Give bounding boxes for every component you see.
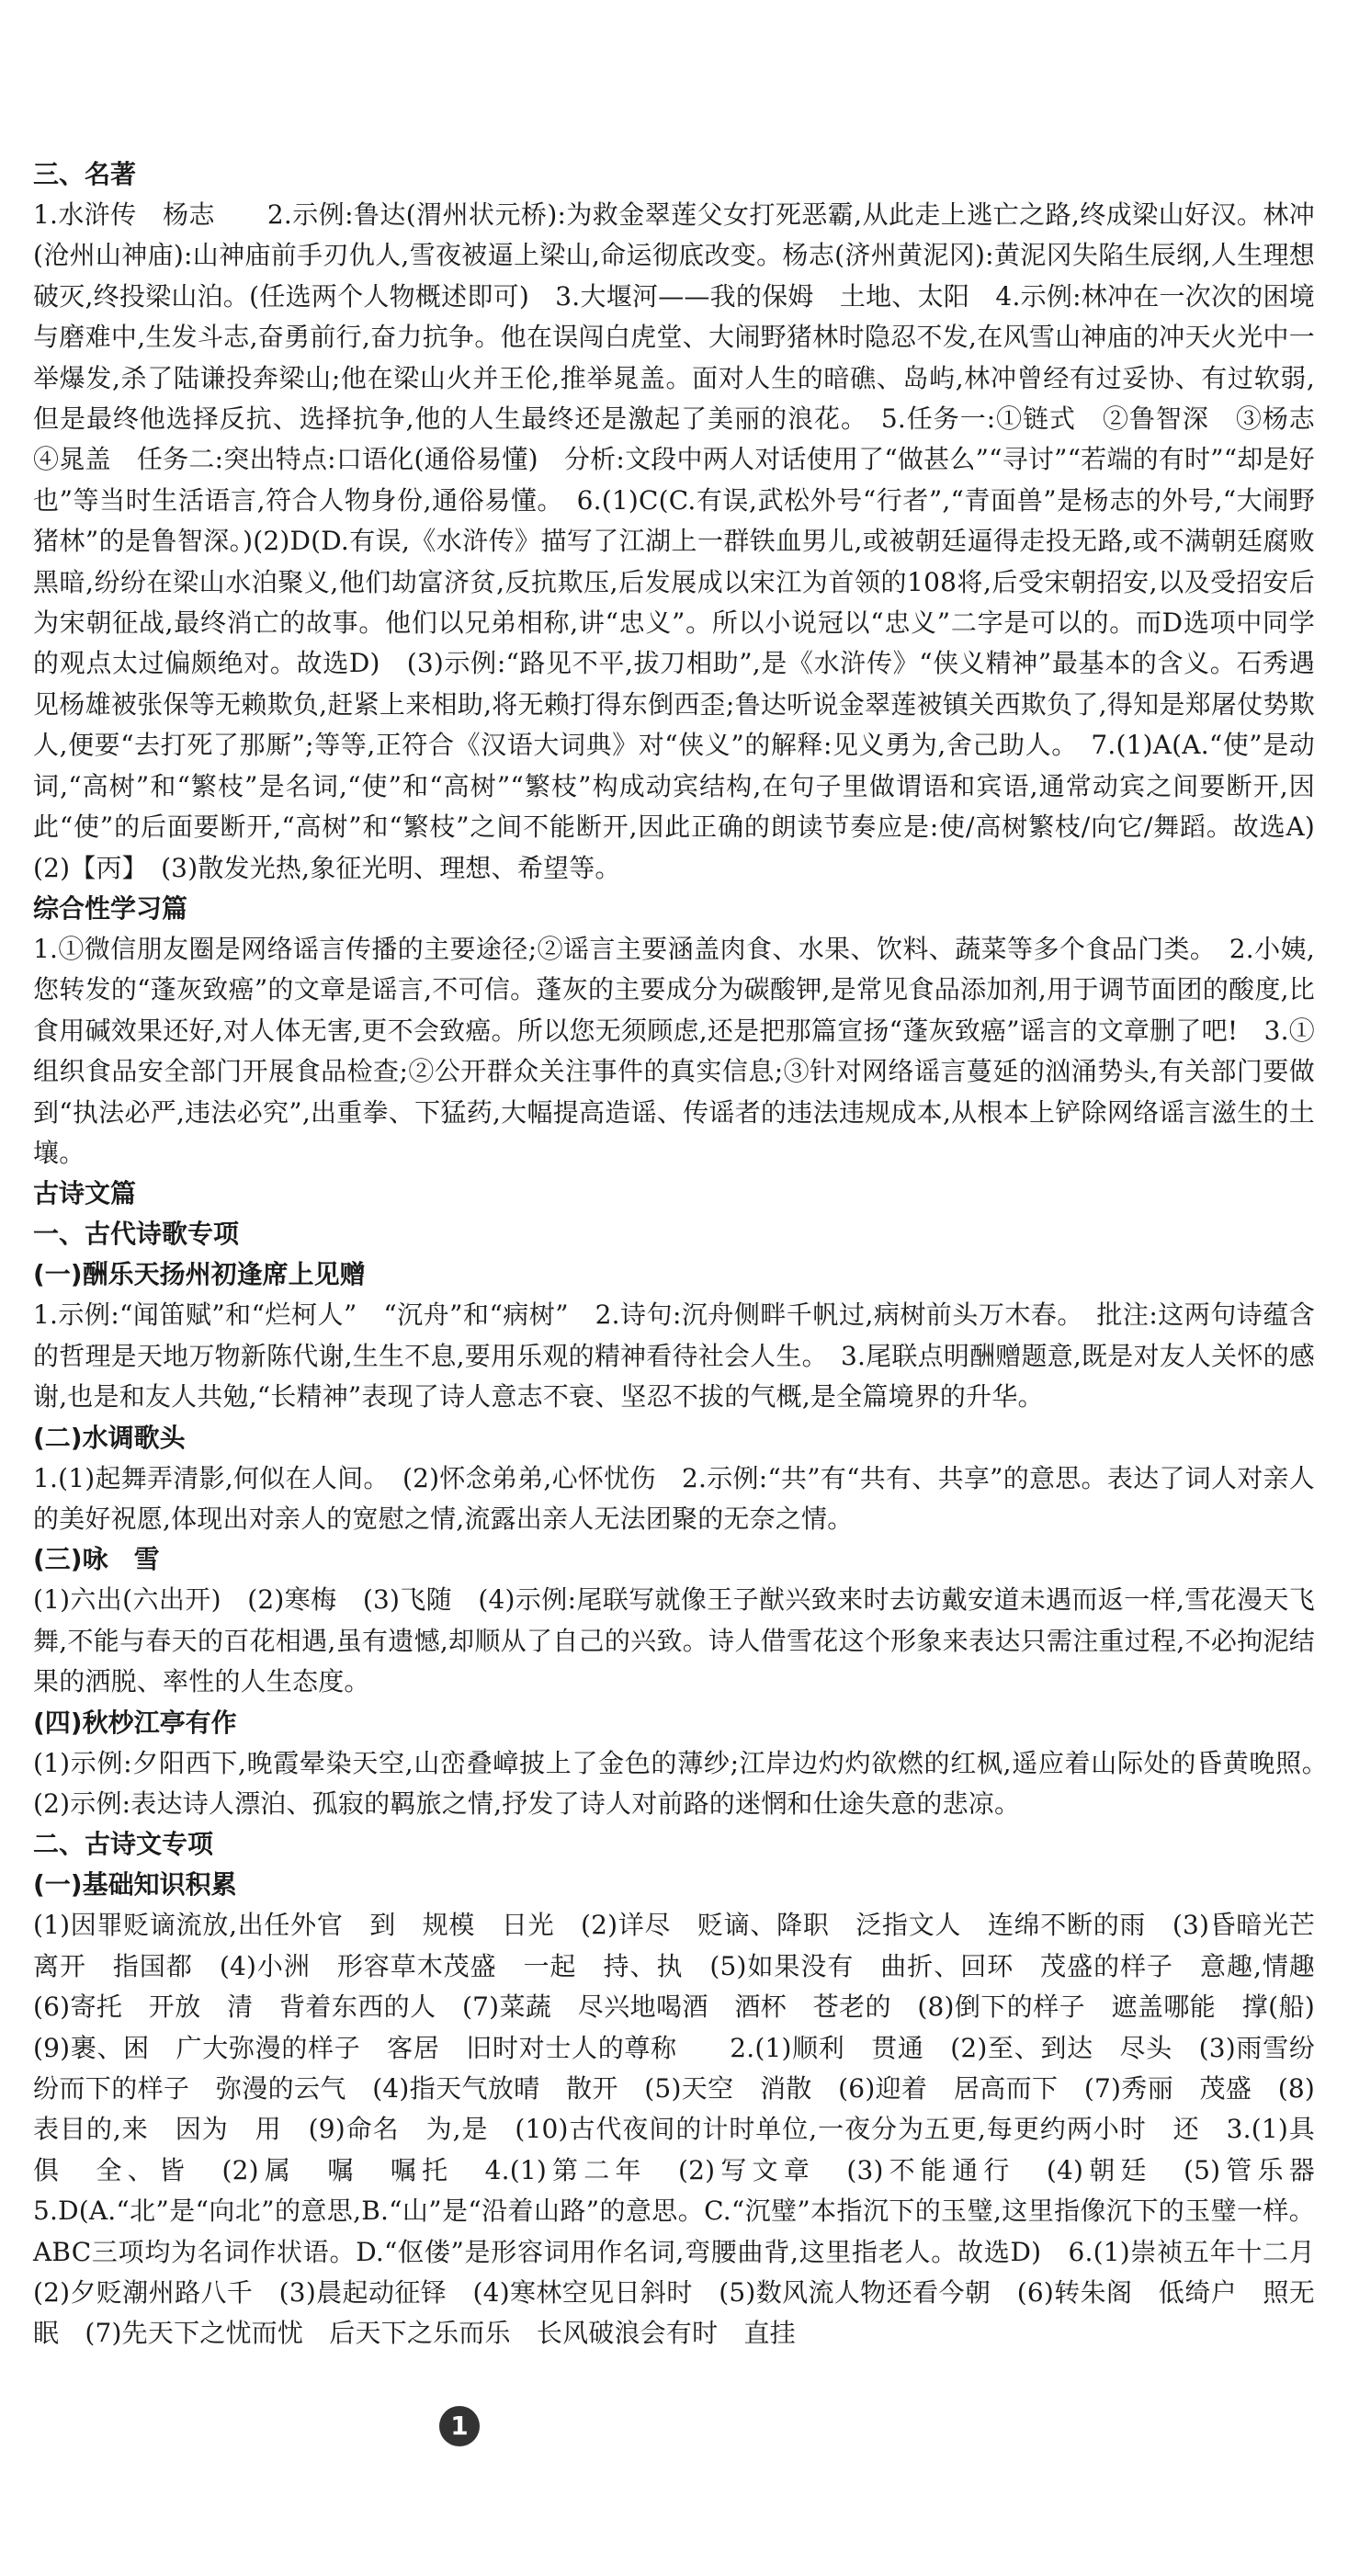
heading-mingzhu: 三、名著 [33,159,137,189]
paragraph-jichu: (1)因罪贬谪流放,出任外官 到 规模 日光 (2)详尽 贬谪、降职 泛指文人 连绵不断的雨 (3)昏暗光芒 离开 指国都 (4)小洲 形容草木茂盛 一起 持、执 (5)如果没有 曲折、回环 茂盛的样子 意趣,情趣 (6)寄托 开放 清 背着东西的人 (7)菜蔬 尽兴地喝酒 酒杯 苍老的 (8)倒下的样子 遮盖哪能 撑(船) (9)裹、困 广大弥漫的样子 客居 旧时对士人的尊称 2.(1)顺利 贯通 (2)至、到达 尽头 (3)雨雪纷纷而下的样子 弥漫的云气 (4)指天气放晴 散开 (5)天空 消散 (6)迎着 居高而下 (7)秀丽 茂盛 (8)表目的,来 因为 用 (9)命名 为,是 (10)古代夜间的计时单位,一夜分为五更,每更约两小时 还 3.(1)具 俱 全、皆 (2)属 嘱 嘱托 4.(1)第二年 (2)写文章 (3)不能通行 (4)朝廷 (5)管乐器 5.D(A.“北”是“向北”的意思,B.“山”是“沿着山路”的意思。C.“沉璧”本指沉下的玉璧,这里指像沉下的玉璧一样。ABC三项均为名词作状语。D.“伛偻”是形容词用作名词,弯腰曲背,这里指老人。故选D) 6.(1)崇祯五年十二月 (2)夕贬潮州路八千 (3)晨起动征铎 (4)寒林空见日斜时 (5)数风流人物还看今朝 (6)转朱阁 低绮户 照无眠 (7)先天下之忧而忧 后天下之乐而乐 长风破浪会有时 直挂 [33,1910,1342,2349]
page-number-badge: 1 [439,2406,480,2446]
heading-shige: 一、古代诗歌专项 [33,1219,240,1250]
heading-poem-3: (三)咏 雪 [33,1544,160,1575]
paragraph-poem-3: (1)六出(六出开) (2)寒梅 (3)飞随 (4)示例:尾联写就像王子猷兴致来时去访戴安道未遇而返一样,雪花漫天飞舞,不能与春天的百花相遇,虽有遗憾,却顺从了自己的兴致。诗人借雪花这个形象来表达只需注重过程,不必拘泥结果的洒脱、率性的人生态度。 [33,1584,1315,1697]
heading-guwen: 二、古诗文专项 [33,1829,214,1860]
paragraph-poem-1: 1.示例:“闻笛赋”和“烂柯人” “沉舟”和“病树” 2.诗句:沉舟侧畔千帆过,病树前头万木春。 批注:这两句诗蕴含的哲理是天地万物新陈代谢,生生不息,要用乐观的精神看待社会人生。 3.尾联点明酬赠题意,既是对友人关怀的感谢,也是和友人共勉,“长精神”表现了诗人意志不衰、坚忍不拔的气概,是全篇境界的升华。 [33,1299,1315,1413]
answer-page [33,154,1342,2355]
heading-jichu: (一)基础知识积累 [33,1869,237,1901]
paragraph-zonghe: 1.①微信朋友圈是网络谣言传播的主要途径;②谣言主要涵盖肉食、水果、饮料、蔬菜等多个食品门类。 2.小姨,您转发的“蓬灰致癌”的文章是谣言,不可信。蓬灰的主要成分为碳酸钾,是常见食品添加剂,用于调节面团的酸度,比食用碱效果还好,对人体无害,更不会致癌。所以您无须顾虑,还是把那篇宣扬“蓬灰致癌”谣言的文章删了吧! 3.①组织食品安全部门开展食品检查;②公开群众关注事件的真实信息;③针对网络谣言蔓延的汹涌势头,有关部门要做到“执法必严,违法必究”,出重拳、下猛药,大幅提高造谣、传谣者的违法违规成本,从根本上铲除网络谣言滋生的土壤。 [33,933,1315,1168]
paragraph-poem-4: (1)示例:夕阳西下,晚霞晕染天空,山峦叠嶂披上了金色的薄纱;江岸边灼灼欲燃的红枫,遥应着山际处的昏黄晚照。 (2)示例:表达诗人漂泊、孤寂的羁旅之情,抒发了诗人对前路的迷惘和仕途失意的悲凉。 [33,1747,1342,1819]
heading-gushiwen: 古诗文篇 [33,1178,137,1209]
heading-poem-4: (四)秋杪江亭有作 [33,1707,237,1738]
paragraph-mingzhu: 1.水浒传 杨志 2.示例:鲁达(渭州状元桥):为救金翠莲父女打死恶霸,从此走上逃亡之路,终成梁山好汉。林冲(沧州山神庙):山神庙前手刃仇人,雪夜被逼上梁山,命运彻底改变。杨志(济州黄泥冈):黄泥冈失陷生辰纲,人生理想破灭,终投梁山泊。(任选两个人物概述即可) 3.大堰河——我的保姆 土地、太阳 4.示例:林冲在一次次的困境与磨难中,生发斗志,奋勇前行,奋力抗争。他在误闯白虎堂、大闹野猪林时隐忍不发,在风雪山神庙的冲天火光中一举爆发,杀了陆谦投奔梁山;他在梁山火并王伦,推举晁盖。面对人生的暗礁、岛屿,林冲曾经有过妥协、有过软弱,但是最终他选择反抗、选择抗争,他的人生最终还是激起了美丽的浪花。 5.任务一:①链式 ②鲁智深 ③杨志 ④晁盖 任务二:突出特点:口语化(通俗易懂) 分析:文段中两人对话使用了“做甚么”“寻讨”“若端的有时”“却是好也”等当时生活语言,符合人物身份,通俗易懂。 6.(1)C(C.有误,武松外号“行者”,“青面兽”是杨志的外号,“大闹野猪林”的是鲁智深。)(2)D(D.有误,《水浒传》描写了江湖上一群铁血男儿,或被朝廷逼得走投无路,或不满朝廷腐败黑暗,纷纷在梁山水泊聚义,他们劫富济贫,反抗欺压,后发展成以宋江为首领的108将,后受宋朝招安,以及受招安后为宋朝征战,最终消亡的故事。他们以兄弟相称,讲“忠义”。所以小说冠以“忠义”二字是可以的。而D选项中同学的观点太过偏颇绝对。故选D) (3)示例:“路见不平,拔刀相助”,是《水浒传》“侠义精神”最基本的含义。石秀遇见杨雄被张保等无赖欺负,赶紧上来相助,将无赖打得东倒西歪;鲁达听说金翠莲被镇关西欺负了,得知是郑屠仗势欺人,便要“去打死了那厮”;等等,正符合《汉语大词典》对“侠义”的解释:见义勇为,舍己助人。 7.(1)A(A.“使”是动词,“高树”和“繁枝”是名词,“使”和“高树”“繁枝”构成动宾结构,在句子里做谓语和宾语,通常动宾之间要断开,因此“使”的后面要断开,“高树”和“繁枝”之间不能断开,因此正确的朗读节奏应是:使/高树繁枝/向它/舞蹈。故选A) (2)【丙】 (3)散发光热,象征光明、理想、希望等。 [33,199,1342,883]
heading-poem-2: (二)水调歌头 [33,1422,186,1453]
paragraph-poem-2: 1.(1)起舞弄清影,何似在人间。 (2)怀念弟弟,心怀忧伤 2.示例:“共”有“共有、共享”的意思。表达了词人对亲人的美好祝愿,体现出对亲人的宽慰之情,流露出亲人无法团聚的无奈之情。 [33,1462,1315,1534]
heading-poem-1: (一)酬乐天扬州初逢席上见赠 [33,1259,366,1290]
heading-zonghe: 综合性学习篇 [33,892,188,924]
